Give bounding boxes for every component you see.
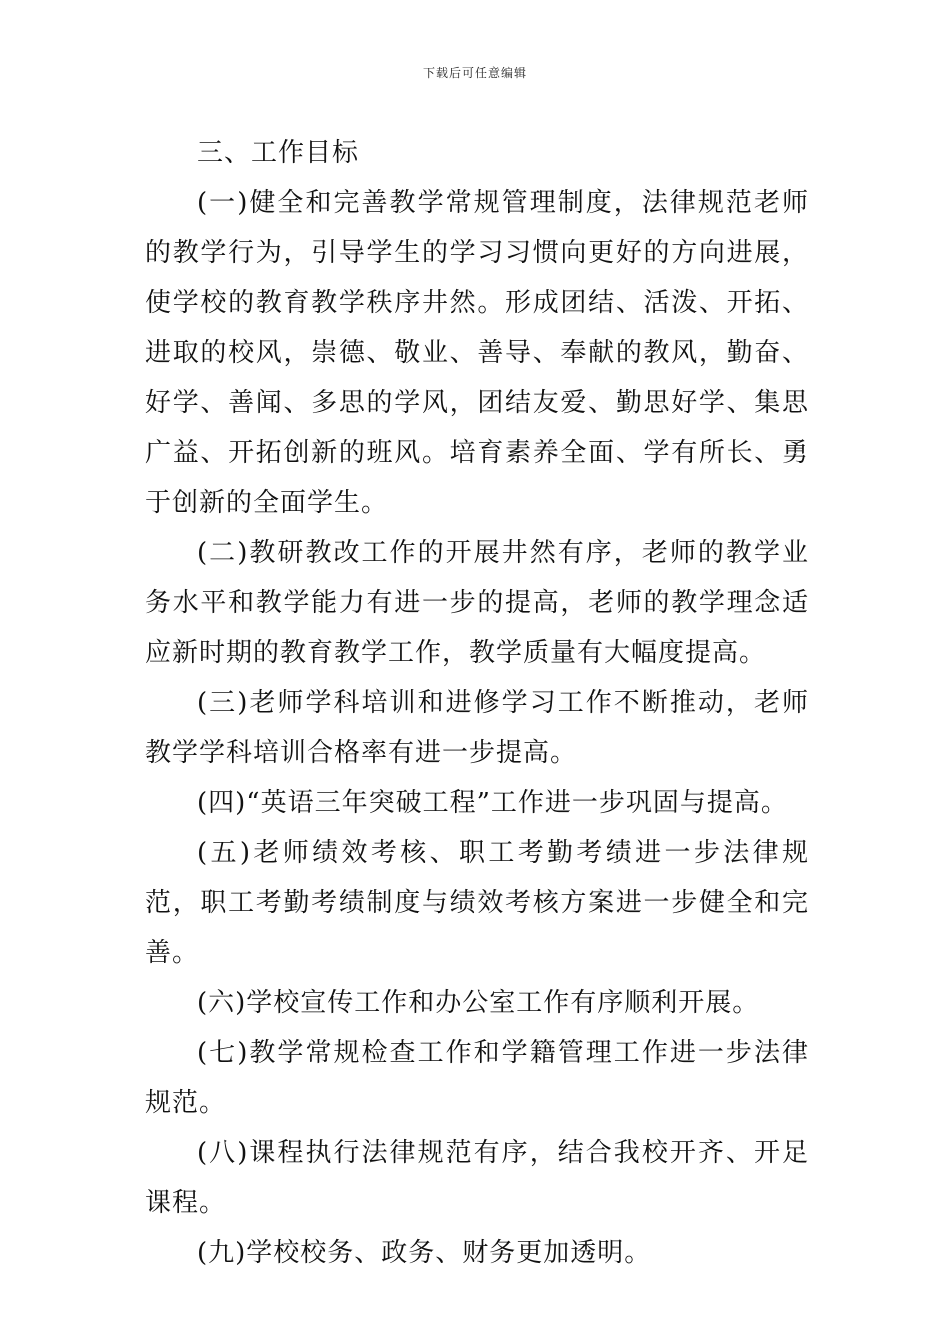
paragraph-goal-6: (六)学校宣传工作和办公室工作有序顺利开展。 (197, 988, 760, 1018)
paragraph-goal-1: (一)健全和完善教学常规管理制度，法律规范老师的教学行为，引导学生的学习习惯向更好的方向进展，使学校的教育教学秩序井然。形成团结、活泼、开拓、进取的校风，崇德、敬业、善导、奉献的教风，勤奋、好学、善闻、多思的学风，团结友爱、勤思好学、集思广益、开拓创新的班风。培育素养全面、学有所长、勇于创新的全面学生。 (145, 188, 809, 518)
header-note: 下载后可任意编辑 (422, 66, 527, 80)
paragraph-goal-8: (八)课程执行法律规范有序，结合我校开齐、开足课程。 (145, 1138, 809, 1218)
document-body (145, 128, 809, 1278)
paragraph-goal-3: (三)老师学科培训和进修学习工作不断推动，老师教学学科培训合格率有进一步提高。 (145, 688, 809, 768)
paragraph-goal-7: (七)教学常规检查工作和学籍管理工作进一步法律规范。 (145, 1038, 809, 1118)
paragraph-goal-5: (五)老师绩效考核、职工考勤考绩进一步法律规范，职工考勤考绩制度与绩效考核方案进一步健全和完善。 (145, 838, 809, 968)
paragraph-goal-2: (二)教研教改工作的开展井然有序，老师的教学业务水平和教学能力有进一步的提高，老师的教学理念适应新时期的教育教学工作，教学质量有大幅度提高。 (145, 538, 809, 668)
paragraph-goal-9: (九)学校校务、政务、财务更加透明。 (197, 1238, 652, 1268)
paragraph-goal-4: (四)“英语三年突破工程”工作进一步巩固与提高。 (197, 788, 788, 818)
section-title: 三、工作目标 (197, 138, 360, 168)
